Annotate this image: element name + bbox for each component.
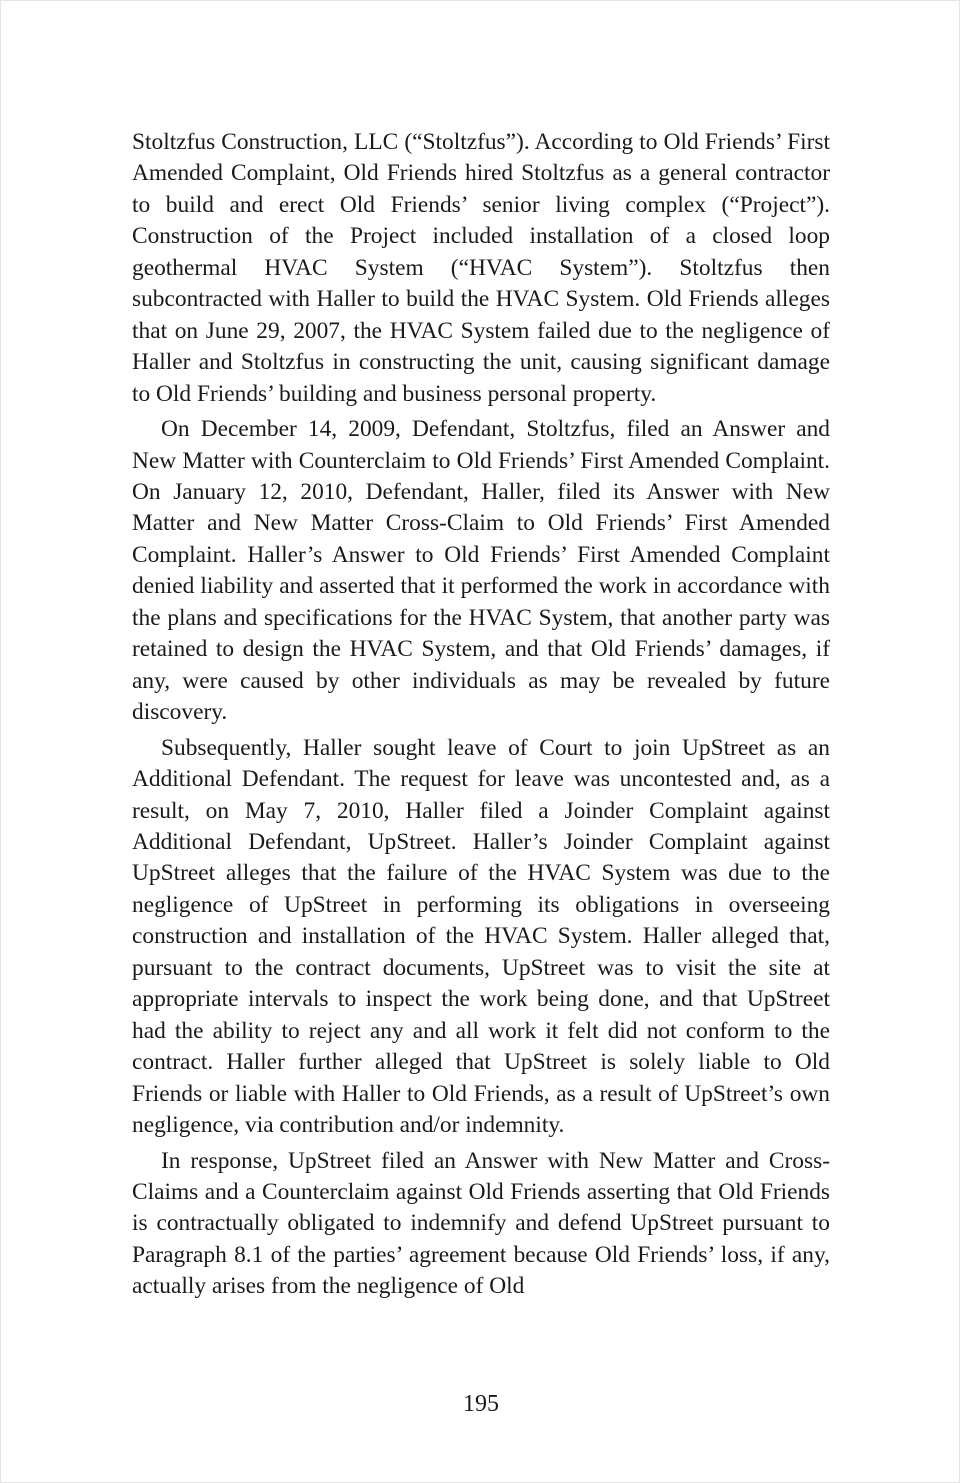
page-number: 195 bbox=[463, 1391, 499, 1417]
paragraph-2: On December 14, 2009, Defendant, Stoltzfus, filed an Answer and New Matter with Counterclaim to Old Friends’ First Amended Complaint. On January 12, 2010, Defendant, Haller, filed its Answer with New Matter and New Matter Cross-Claim to Old Friends’ First Amended Complaint. Haller’s Answer to Old Friends’ First Amended Complaint denied liability and asserted that it performed the work in accordance with the plans and specifications for the HVAC System, that another party was retained to design the HVAC System, and that Old Friends’ damages, if any, were caused by other individuals as may be revealed by future discovery. bbox=[132, 416, 830, 726]
paragraph-3: Subsequently, Haller sought leave of Court to join UpStreet as an Additional Defendant. The request for leave was uncontested and, as a result, on May 7, 2010, Haller filed a Joinder Complaint against Additional Defendant, UpStreet. Haller’s Joinder Complaint against UpStreet alleges that the failure of the HVAC System was due to the negligence of UpStreet in performing its obligations in overseeing construction and installation of the HVAC System. Haller alleged that, pursuant to the contract documents, UpStreet was to visit the site at appropriate intervals to inspect the work being done, and that UpStreet had the ability to reject any and all work it felt did not conform to the contract. Haller further alleged that UpStreet is solely liable to Old Friends or liable with Haller to Old Friends, as a result of UpStreet’s own negligence, via contribution and/or indemnity. bbox=[132, 734, 830, 1139]
paragraph-1: Stoltzfus Construction, LLC (“Stoltzfus”). According to Old Friends’ First Amended Complaint, Old Friends hired Stoltzfus as a general contractor to build and erect Old Friends’ senior living complex (“Project”). Construction of the Project included installation of a closed loop geothermal HVAC System (“HVAC System”). Stoltzfus then subcontracted with Haller to build the HVAC System. Old Friends alleges that on June 29, 2007, the HVAC System failed due to the negligence of Haller and Stoltzfus in constructing the unit, causing significant damage to Old Friends’ building and business personal property. bbox=[132, 129, 830, 407]
paragraph-4: In response, UpStreet filed an Answer with New Matter and Cross-Claims and a Counterclaim against Old Friends asserting that Old Friends is contractually obligated to indemnify and defend UpStreet pursuant to Paragraph 8.1 of the parties’ agreement because Old Friends’ loss, if any, actually arises from the negligence of Old bbox=[132, 1147, 830, 1300]
body-text bbox=[132, 127, 830, 1307]
